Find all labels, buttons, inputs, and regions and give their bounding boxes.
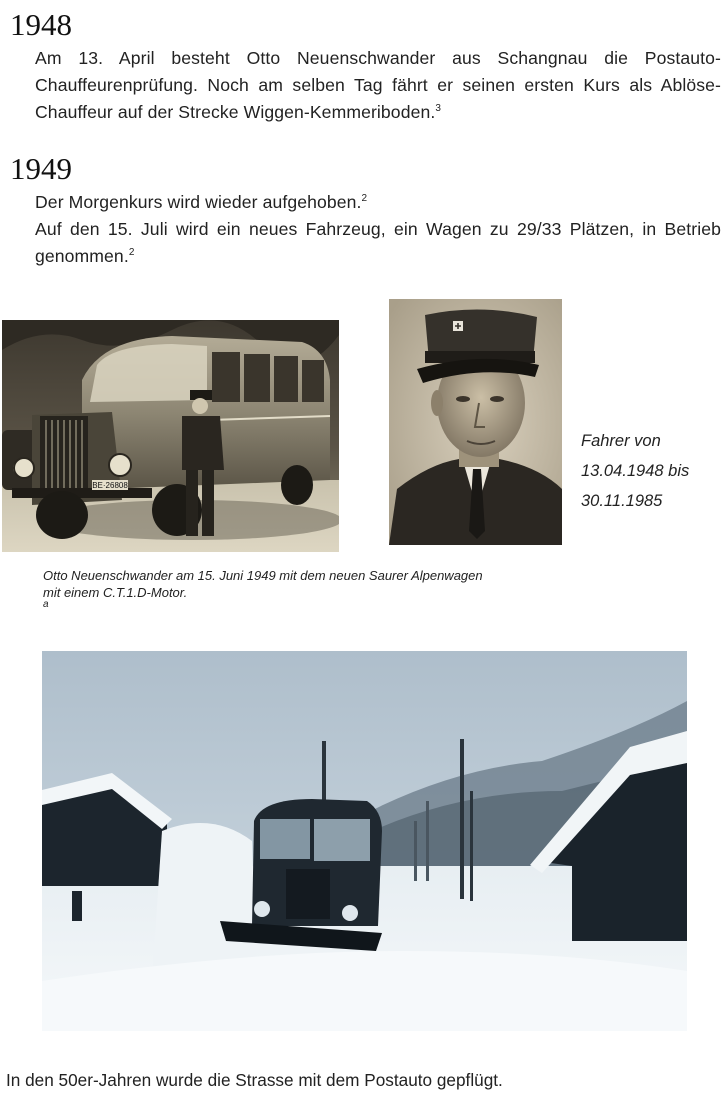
bus-caption-text: mit einem C.T.1.D-Motor. [43, 585, 188, 600]
snow-photo-caption: In den 50er-Jahren wurde die Strasse mit dem Postauto gepflügt. [6, 1070, 503, 1090]
paragraph-1949-b [35, 216, 721, 270]
year-heading-1948: 1948 [10, 7, 72, 42]
footnote-ref: a [43, 599, 49, 610]
paragraph-1948 [35, 45, 721, 126]
paragraph-text: Am 13. April besteht Otto Neuenschwander aus Schangnau die Postauto-Chauffeurenprüfung. Noch am selben Tag fährt er seinen ersten Kurs als Ablöse-Chauffeur auf der Strecke Wiggen-Kemmeriboden. [35, 48, 721, 122]
paragraph-1949-a [35, 189, 721, 216]
snow-plough-photo [42, 651, 687, 1031]
driver-caption-line: 30.11.1985 [581, 492, 663, 510]
paragraph-text: Auf den 15. Juli wird ein neues Fahrzeug, ein Wagen zu 29/33 Plätzen, in Betrieb genommen. [35, 219, 721, 266]
footnote-ref: 2 [128, 247, 135, 258]
bus-photo [2, 320, 339, 552]
footnote-ref: 3 [435, 103, 442, 114]
driver-caption [581, 426, 721, 516]
license-plate: BE·26808 [92, 481, 128, 490]
footnote-ref: 2 [361, 193, 368, 204]
bus-caption-line [43, 584, 603, 618]
year-heading-1949: 1949 [10, 151, 72, 186]
driver-caption-line: Fahrer von [581, 432, 661, 450]
bus-photo-caption [43, 567, 603, 618]
paragraph-text: Der Morgenkurs wird wieder aufgehoben. [35, 192, 362, 212]
bus-caption-line: Otto Neuenschwander am 15. Juni 1949 mit dem neuen Saurer Alpenwagen [43, 568, 483, 583]
portrait-photo [389, 299, 562, 545]
driver-caption-line: 13.04.1948 bis [581, 462, 690, 480]
